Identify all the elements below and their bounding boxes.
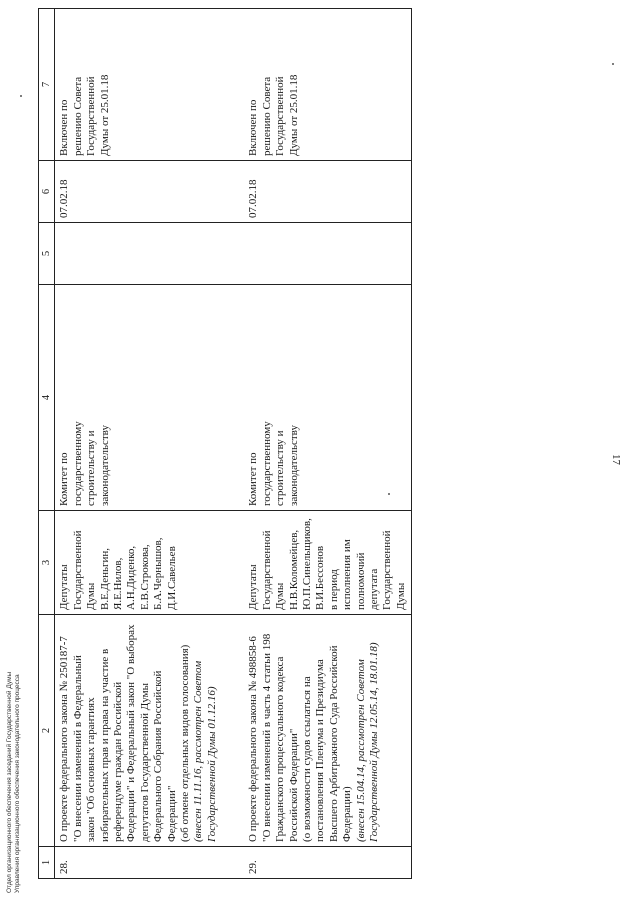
bill-line: Высшего Арбитражного Суда Российской: [327, 645, 340, 842]
status-line: Думы от 25.01.18: [287, 74, 300, 156]
row-number: 29.: [244, 847, 411, 879]
bill-line: постановления Пленума и Президиума: [314, 659, 327, 842]
scan-speck: [612, 63, 614, 65]
footer-line: Управления организационного обеспечения законодательного процесса: [14, 674, 21, 893]
table-row: [244, 9, 411, 879]
bill-line: Федерации" и Федеральный закон "О выборах: [125, 624, 138, 842]
status-line: решению Совета: [260, 76, 273, 156]
bill-line: О проекте федерального закона № 250187-7: [58, 636, 71, 842]
bill-description: [55, 615, 222, 847]
bills-table: [38, 8, 412, 879]
status-line: Государственной: [85, 76, 98, 156]
status-line: Включен по: [247, 99, 260, 156]
status-line: Включен по: [58, 99, 71, 156]
bill-note: Государственной Думы 12.05.14, 18.01.18): [367, 642, 380, 842]
author-line: исполнения им: [341, 539, 354, 610]
status-line: Государственной: [274, 76, 287, 156]
status-line: Думы от 25.01.18: [98, 74, 111, 156]
bill-note: (внесен 11.11.16, рассмотрен Советом: [192, 660, 205, 842]
author-line: полномочий: [354, 552, 367, 610]
status-line: решению Совета: [71, 76, 84, 156]
bill-note: Государственной Думы 01.12.16): [205, 686, 218, 842]
author-line: Д.И.Савельев: [165, 546, 178, 610]
author-line: Государственной: [260, 530, 273, 610]
committee-line: Комитет по: [247, 452, 260, 506]
bill-line: "О внесении изменений в Федеральный: [71, 655, 84, 842]
author-line: Е.В.Строкова,: [138, 544, 151, 610]
committee-line: строительству и: [274, 430, 287, 506]
bill-note: (внесен 15.04.14, рассмотрен Советом: [354, 659, 367, 842]
authors: [55, 511, 222, 615]
table-row: [55, 9, 222, 879]
author-line: депутата: [367, 568, 380, 610]
date-cell: 07.02.18: [244, 161, 411, 223]
column-header: 6: [39, 161, 55, 223]
author-line: Думы: [274, 582, 287, 610]
scan-speck: [20, 95, 22, 97]
column-header: 2: [39, 615, 55, 847]
footer: [6, 672, 22, 893]
row-number: 28.: [55, 847, 222, 879]
author-line: Н.В.Коломейцев,: [287, 529, 300, 610]
status-cell: [244, 9, 411, 161]
column-5-cell: [55, 223, 222, 285]
column-5-cell: [244, 223, 411, 285]
bill-line: (о возможности судов ссылаться на: [300, 676, 313, 842]
scan-speck: [388, 493, 390, 495]
page-number: 17: [610, 454, 622, 465]
bill-line: референдуме граждан Российской: [112, 681, 125, 842]
committee-line: Комитет по: [58, 452, 71, 506]
author-line: Думы: [394, 582, 407, 610]
bill-line: О проекте федерального закона № 498858-6: [247, 636, 260, 842]
bill-line: Российской Федерации": [287, 728, 300, 842]
column-header: 4: [39, 285, 55, 511]
committee-line: строительству и: [85, 430, 98, 506]
author-line: Государственной: [381, 530, 394, 610]
committee: [244, 285, 411, 511]
column-header: 5: [39, 223, 55, 285]
column-header: 3: [39, 511, 55, 615]
bill-line: (об отмене отдельных видов голосования): [179, 644, 192, 842]
bill-line: Федерального Собрания Российской: [152, 670, 165, 842]
committee-line: государственному: [71, 421, 84, 506]
committee: [55, 285, 222, 511]
committee-line: законодательству: [98, 425, 111, 506]
author-line: В.Е.Деньгин,: [98, 547, 111, 610]
table-header-row: [39, 9, 55, 879]
author-line: Депутаты: [247, 564, 260, 610]
author-line: Ю.П.Синельщиков,: [300, 518, 313, 610]
author-line: Б.А.Чернышов,: [152, 537, 165, 610]
bill-line: избирательных прав и права на участие в: [98, 648, 111, 842]
bill-line: "О внесении изменений в часть 4 статьи 198: [260, 633, 273, 842]
bill-line: депутатов Государственной Думы: [138, 682, 151, 842]
row-spacer: [222, 9, 244, 879]
column-header: 1: [39, 847, 55, 879]
footer-line: Отдел организационного обеспечения заседаний Государственной Думы: [6, 671, 13, 893]
column-header: 7: [39, 9, 55, 161]
bill-description: [244, 615, 411, 847]
bill-line: закон "Об основных гарантиях: [85, 697, 98, 842]
committee-line: государственному: [260, 421, 273, 506]
authors: [244, 511, 411, 615]
date-cell: 07.02.18: [55, 161, 222, 223]
author-line: А.Н.Диденко,: [125, 545, 138, 610]
bill-line: Федерации": [165, 785, 178, 842]
bill-line: Гражданского процессуального кодекса: [274, 656, 287, 842]
author-line: Депутаты: [58, 564, 71, 610]
author-line: Я.Е.Нилов,: [112, 557, 125, 610]
author-line: Думы: [85, 582, 98, 610]
bill-line: Федерации): [341, 786, 354, 842]
author-line: Государственной: [71, 530, 84, 610]
committee-line: законодательству: [287, 425, 300, 506]
status-cell: [55, 9, 222, 161]
author-line: в период: [327, 569, 340, 610]
author-line: В.И.Бессонов: [314, 545, 327, 610]
